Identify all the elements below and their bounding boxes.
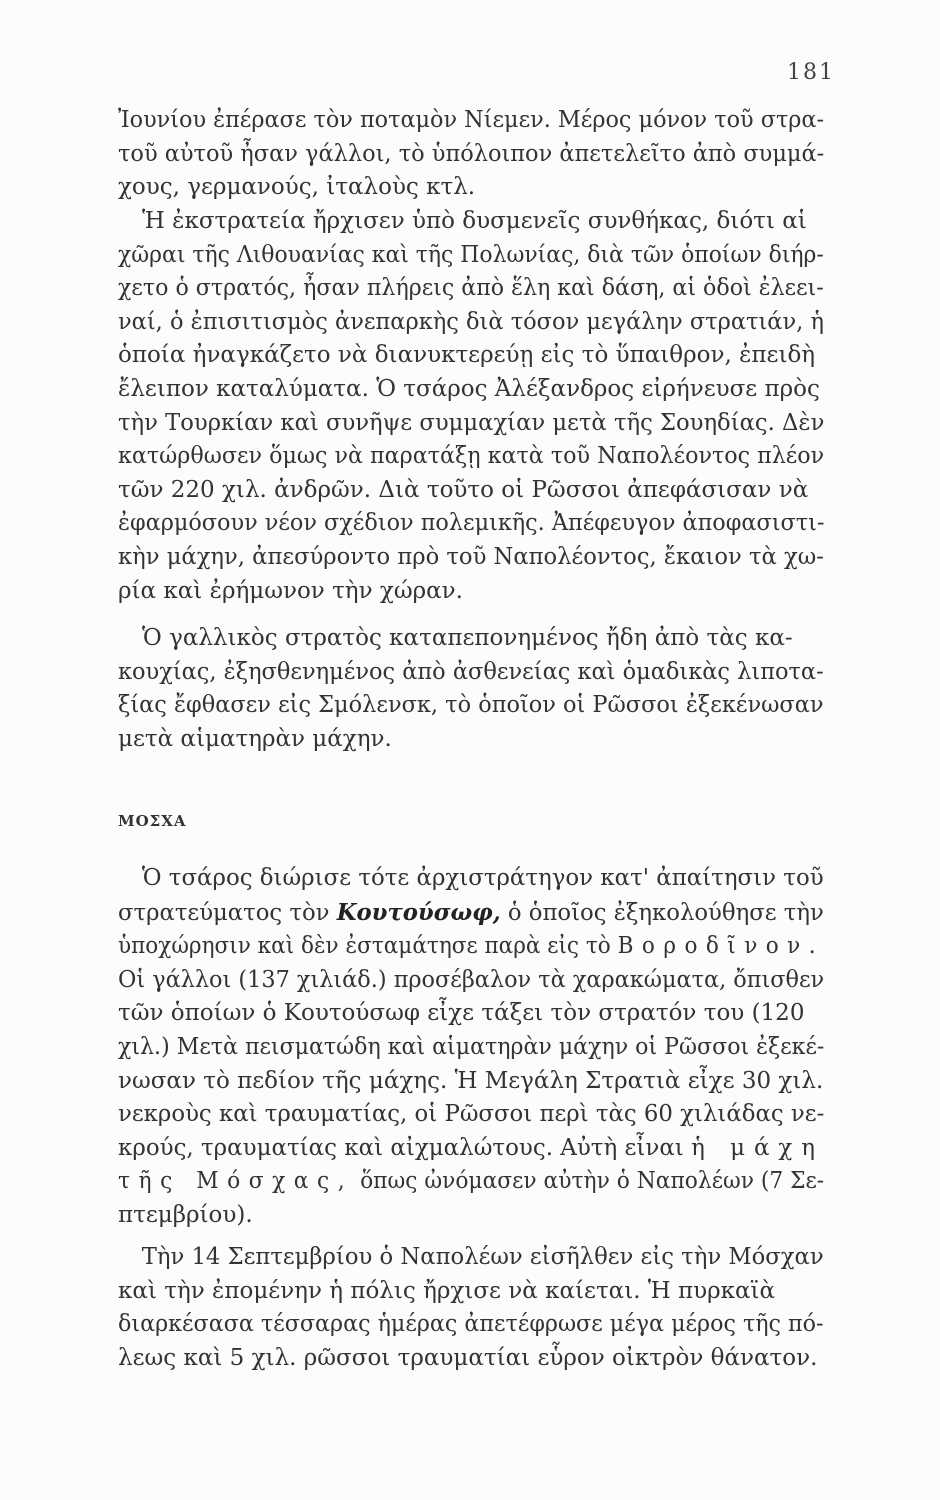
text-line: τοῦ αὐτοῦ ἦσαν γάλλοι, τὸ ὑπόλοιπον ἀπετελεῖτο ἀπὸ συμμά-: [118, 140, 825, 167]
kutuzov-name: Κουτούσωφ,: [336, 898, 501, 926]
text-line: [118, 930, 825, 964]
text-line: νεκροὺς καὶ τραυματίας, οἱ Ρῶσσοι περὶ τὰς 60 χιλιάδας νε-: [118, 1101, 825, 1128]
text-line: λεως καὶ 5 χιλ. ρῶσσοι τραυματίαι εὗρον οἰκτρὸν θάνατον.: [118, 1344, 818, 1371]
text-line: ὁποία ἠναγκάζετο νὰ διανυκτερεύῃ εἰς τὸ ὕπαιθρον, ἐπειδὴ: [118, 342, 816, 369]
section-heading-moscow: ΜΟΣΧΑ: [118, 812, 187, 830]
text-line: Ἰουνίου ἐπέρασε τὸν ποταμὸν Νίεμεν. Μέρος μόνον τοῦ στρα-: [118, 107, 825, 133]
text-run: κρούς, τραυματίας καὶ αἰχμαλώτους. Αὐτὴ εἶναι: [118, 1134, 692, 1161]
text-run: στρατεύματος τὸν: [118, 899, 337, 926]
text-line: Ὁ γαλλικὸς στρατὸς καταπεπονημένος ἤδη ἀπὸ τὰς κα-: [142, 625, 793, 651]
text-line: ἐφαρμόσουν νέον σχέδιον πολεμικῆς. Ἀπέφευγον ἀποφασιστι-: [118, 510, 825, 537]
text-line: κατώρθωσεν ὅμως νὰ παρατάξῃ κατὰ τοῦ Ναπολέοντος πλέον: [118, 443, 825, 470]
text-line: ξίας ἔφθασεν εἰς Σμόλενσκ, τὸ ὁποῖον οἱ Ρῶσσοι ἐξεκένωσαν: [118, 692, 824, 719]
text-line: κουχίας, ἐξησθενημένος ἀπὸ ἀσθενείας καὶ ὁμαδικὰς λιποτα-: [118, 658, 824, 685]
text-line: χετο ὁ στρατός, ἦσαν πλήρεις ἀπὸ ἕλη καὶ δάση, αἱ ὁδοὶ ἐλεει-: [118, 275, 824, 302]
battle-name: τῆς Μόσχας,: [118, 1168, 354, 1195]
paragraph-borodino: [118, 862, 824, 1233]
text-line: [118, 1132, 825, 1166]
text-run: ὅπως ὠνόμασεν αὐτὴν ὁ Ναπολέων (7 Σε-: [353, 1168, 825, 1195]
borodino-place: Βοροδῖνον.: [617, 933, 825, 960]
text-line: νωσαν τὸ πεδίον τῆς μάχης. Ἡ Μεγάλη Στρατιὰ εἶχε 30 χιλ.: [118, 1067, 824, 1094]
text-line: [118, 896, 824, 931]
paragraph-campaign-start: [118, 104, 824, 205]
paragraph-smolensk: [118, 622, 824, 756]
text-line: καὶ τὴν ἐπομένην ἡ πόλις ἤρχισε νὰ καίεται. Ἡ πυρκαϊὰ: [118, 1277, 776, 1304]
text-line: χῶραι τῆς Λιθουανίας καὶ τῆς Πολωνίας, διὰ τῶν ὁποίων διήρ-: [118, 241, 824, 268]
text-line: Ὁ τσάρος διώρισε τότε ἀρχιστράτηγον κατ' ἀπαίτησιν τοῦ: [141, 865, 824, 891]
text-line: ναί, ὁ ἐπισιτισμὸς ἀνεπαρκὴς διὰ τόσον μεγάλην στρατιάν, ἡ: [118, 308, 824, 335]
text-line: κὴν μάχην, ἀπεσύροντο πρὸ τοῦ Ναπολέοντος, ἔκαιον τὰ χω-: [118, 543, 824, 570]
text-line: Ἡ ἐκστρατεία ἤρχισεν ὑπὸ δυσμενεῖς συνθήκας, διότι αἱ: [142, 208, 807, 234]
text-line: πτεμβρίου).: [118, 1201, 253, 1228]
page-number: 181: [787, 60, 835, 85]
battle-name: ἡ μάχη: [691, 1134, 825, 1161]
text-line: Τὴν 14 Σεπτεμβρίου ὁ Ναπολέων εἰσῆλθεν εἰς τὴν Μόσχαν: [141, 1244, 824, 1270]
text-line: [118, 1165, 825, 1199]
paragraph-russian-strategy: [118, 205, 824, 608]
text-run: ὑποχώρησιν καὶ δὲν ἐσταμάτησε παρὰ εἰς τὸ: [118, 933, 618, 960]
text-run: ὁ ὁποῖος ἐξηκολούθησε τὴν: [500, 899, 824, 926]
text-line: διαρκέσασα τέσσαρας ἡμέρας ἀπετέφρωσε μέγα μέρος τῆς πό-: [118, 1311, 824, 1338]
text-line: μετὰ αἱματηρὰν μάχην.: [118, 725, 392, 752]
text-line: ἔλειπον καταλύματα. Ὁ τσάρος Ἀλέξανδρος εἰρήνευσε πρὸς: [118, 375, 820, 402]
text-line: τῶν 220 χιλ. ἀνδρῶν. Διὰ τοῦτο οἱ Ρῶσσοι ἀπεφάσισαν νὰ: [118, 476, 809, 503]
text-line: Οἱ γάλλοι (137 χιλιάδ.) προσέβαλον τὰ χαρακώματα, ὄπισθεν: [118, 966, 825, 993]
text-line: ρία καὶ ἐρήμωνον τὴν χώραν.: [118, 577, 463, 604]
text-line: τὴν Τουρκίαν καὶ συνῆψε συμμαχίαν μετὰ τῆς Σουηδίας. Δὲν: [118, 409, 825, 436]
paragraph-moscow-fire: [118, 1241, 824, 1375]
text-line: χους, γερμανούς, ἰταλοὺς κτλ.: [118, 174, 476, 201]
text-line: τῶν ὁποίων ὁ Κουτούσωφ εἶχε τάξει τὸν στρατόν του (120: [118, 1000, 805, 1027]
text-line: χιλ.) Μετὰ πεισματώδη καὶ αἱματηρὰν μάχην οἱ Ρῶσσοι ἐξεκέ-: [118, 1033, 825, 1060]
